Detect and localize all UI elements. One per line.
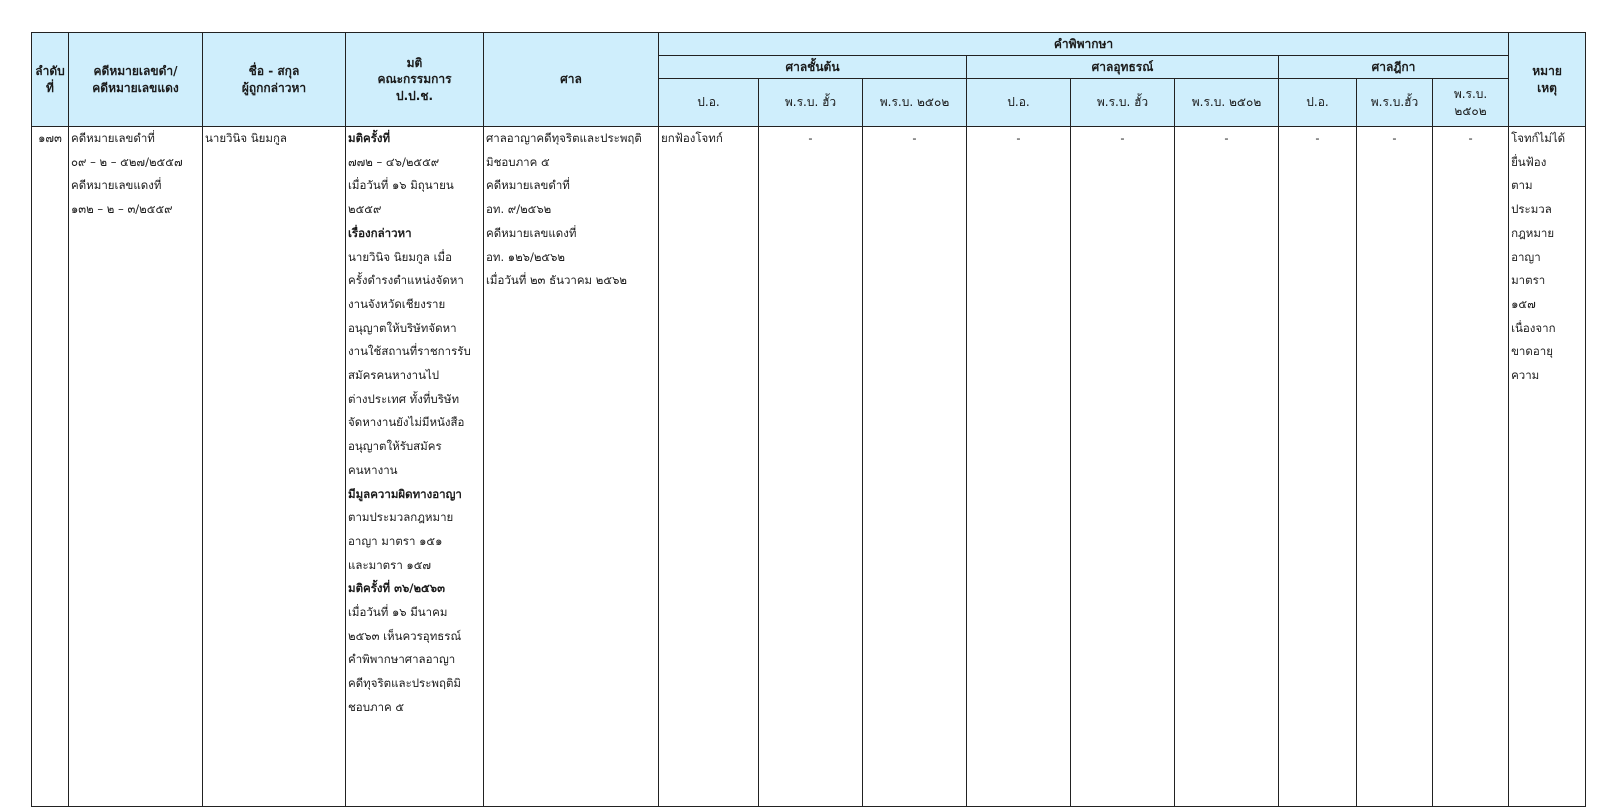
header-first-po: ป.อ. [659,79,759,127]
cell-appeal-po: - [967,127,1071,807]
cell-case-no: คดีหมายเลขดำที่ ๐๙ – ๒ – ๕๒๗/๒๕๕๗ คดีหมายเลขแดงที่ ๑๓๒ – ๒ – ๓/๒๕๕๙ [69,127,203,807]
header-judgment: คำพิพากษา [659,33,1509,56]
cell-resolution: มติครั้งที่ ๗๗๒ – ๔๖/๒๕๕๙ เมื่อวันที่ ๑๖ มิถุนายน ๒๕๕๙ เรื่องกล่าวหา นายวินิจ นิยมกูล เมื่อ ครั้งดำรงตำแหน่งจัดหา งานจังหวัดเชียงราย อนุญาตให้บริษัทจัดหา งานใช้สถานที่ราชการรับ สมัครคนหางานไป ต่างประเทศ ทั้งที่บริษัท จัดหางานยังไม่มีหนังสือ อนุญาตให้รับสมัคร คนหางาน มีมูลความผิดทางอาญา ตามประมวลกฎหมาย อาญา มาตรา ๑๕๑ และมาตรา ๑๕๗ มติครั้งที่ ๓๖/๒๕๖๓ เมื่อวันที่ ๑๖ มีนาคม ๒๕๖๓ เห็นควรอุทธรณ์ คำพิพากษาศาลอาญา คดีทุจริตและประพฤติมิ ชอบภาค ๕ [346,127,484,807]
header-appeal-pbu: พ.ร.บ. ฮั้ว [1071,79,1175,127]
header-supreme-pbu: พ.ร.บ.ฮั้ว [1357,79,1433,127]
cell-supreme-2502: - [1433,127,1509,807]
cell-name: นายวินิจ นิยมกูล [203,127,346,807]
header-appeal-po: ป.อ. [967,79,1071,127]
cell-remark: โจทก์ไม่ได้ ยื่นฟ้อง ตาม ประมวล กฎหมาย อาญา มาตรา ๑๕๗ เนื่องจาก ขาดอายุ ความ [1509,127,1586,807]
header-supreme-2502: พ.ร.บ. ๒๕๐๒ [1433,79,1509,127]
header-name: ชื่อ - สกุล ผู้ถูกกล่าวหา [203,33,346,127]
cell-supreme-pbu: - [1357,127,1433,807]
header-appeal-2502: พ.ร.บ. ๒๕๐๒ [1175,79,1279,127]
header-no: ลำดับ ที่ [32,33,69,127]
header-supreme-po: ป.อ. [1279,79,1357,127]
cell-appeal-2502: - [1175,127,1279,807]
table-row [32,127,1586,807]
header-court: ศาล [484,33,659,127]
cell-no: ๑๗๓ [32,127,69,807]
header-resolution: มติ คณะกรรมการ ป.ป.ช. [346,33,484,127]
judgment-table [31,32,1586,807]
header-first-court: ศาลชั้นต้น [659,56,967,79]
cell-first-2502: - [863,127,967,807]
cell-supreme-po: - [1279,127,1357,807]
header-remark: หมาย เหตุ [1509,33,1586,127]
cell-first-pbu: - [759,127,863,807]
cell-court: ศาลอาญาคดีทุจริตและประพฤติ มิชอบภาค ๕ คดีหมายเลขดำที่ อท. ๙/๒๕๖๒ คดีหมายเลขแดงที่ อท. ๑๒๖/๒๕๖๒ เมื่อวันที่ ๒๓ ธันวาคม ๒๕๖๒ [484,127,659,807]
cell-first-po: ยกฟ้องโจทก์ [659,127,759,807]
header-supreme-court: ศาลฎีกา [1279,56,1509,79]
header-appeal-court: ศาลอุทธรณ์ [967,56,1279,79]
cell-appeal-pbu: - [1071,127,1175,807]
header-first-2502: พ.ร.บ. ๒๕๐๒ [863,79,967,127]
header-first-pbu: พ.ร.บ. ฮั้ว [759,79,863,127]
header-case-no: คดีหมายเลขดำ/ คดีหมายเลขแดง [69,33,203,127]
